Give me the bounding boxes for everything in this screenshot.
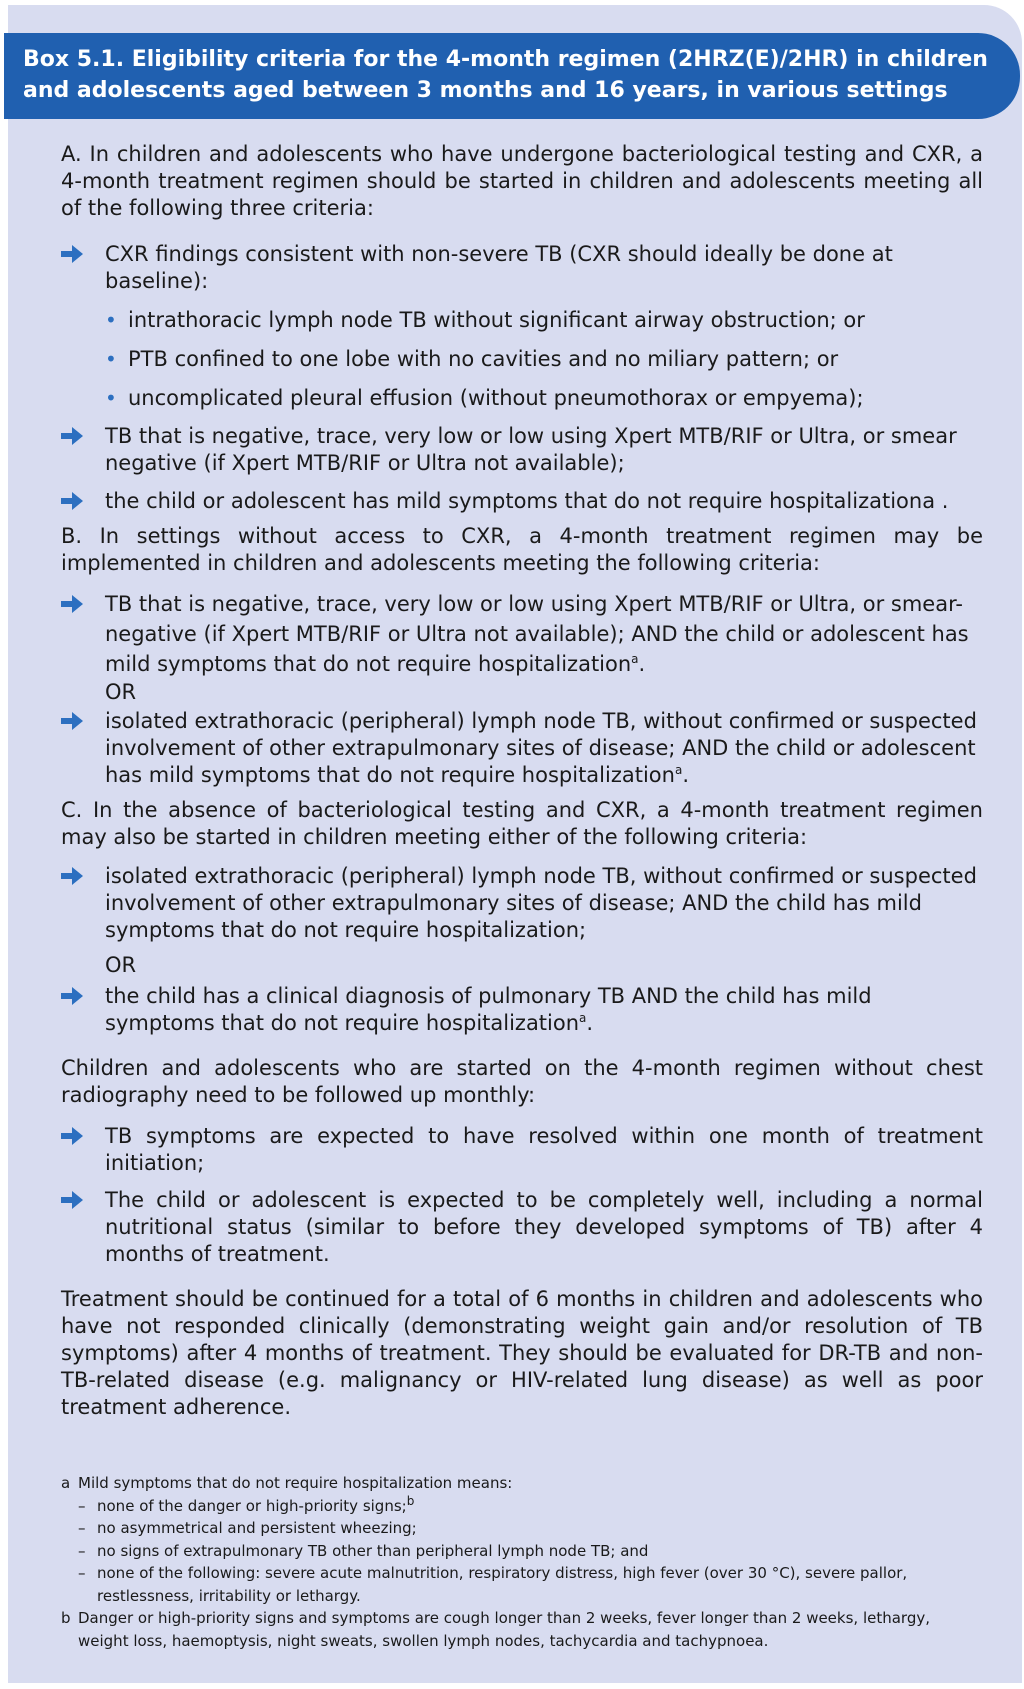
- list-item: [61, 307, 983, 334]
- period: .: [586, 1011, 594, 1035]
- list-item: [61, 1495, 983, 1518]
- box-content: [61, 141, 983, 1421]
- box-title-line-1: Box 5.1. Eligibility criteria for the 4-month regimen (2HRZ(E)/2HR) in children: [23, 47, 988, 72]
- arrow-right-icon: [61, 1127, 83, 1145]
- section-a-bullet-3: uncomplicated pleural effusion (without pneumothorax or empyema);: [128, 386, 864, 410]
- list-item: [61, 385, 983, 412]
- footnote-a-item-3: no signs of extrapulmonary TB other than peripheral lymph node TB; and: [97, 1541, 649, 1560]
- list-item: [61, 863, 983, 944]
- box-header: [4, 33, 1020, 119]
- section-a-item-1: CXR findings consistent with non-severe TB (CXR should ideally be done at baseline):: [105, 242, 893, 293]
- section-c-item-2: the child has a clinical diagnosis of pulmonary TB AND the child has mild symptoms that do not require hospitalization: [105, 984, 872, 1035]
- list-item: [61, 708, 983, 789]
- box-title-line-2: and adolescents aged between 3 months and 16 years, in various settings: [23, 78, 948, 103]
- arrow-right-icon: [61, 867, 83, 885]
- list-item: [61, 589, 983, 679]
- period: .: [682, 763, 690, 787]
- list-item: [61, 1562, 983, 1607]
- footnote-ref-a: a: [631, 652, 639, 666]
- bullet-icon: •: [105, 347, 117, 371]
- footnote-a-item-4: none of the following: severe acute malnutrition, respiratory distress, high fever (over 30 °C), severe pallor, restlessness, irritability or lethargy.: [97, 1564, 908, 1605]
- list-item: [61, 1123, 983, 1177]
- dash: –: [78, 1496, 86, 1515]
- footnote-b: [61, 1607, 983, 1652]
- footnotes: [61, 1472, 983, 1652]
- footnote-b-label: b: [61, 1609, 71, 1627]
- followup-item-2: The child or adolescent is expected to be completely well, including a normal nutritional status (similar to before they developed symptoms of TB) after 4 months of treatment.: [105, 1188, 983, 1266]
- list-item: [61, 983, 983, 1037]
- footnote-a-item-1: none of the danger or high-priority signs;: [97, 1496, 407, 1515]
- footnote-ref-a: a: [579, 1011, 587, 1025]
- list-item: [61, 346, 983, 373]
- continuation-paragraph: Treatment should be continued for a total of 6 months in children and adolescents who have not responded clinically (demonstrating weight gain and/or resolution of TB symptoms) after 4 months of treatment. They should be evaluated for DR-TB and non-TB-related disease (e.g. malignancy or HIV-related lung disease) as well as poor treatment adherence.: [61, 1287, 983, 1419]
- arrow-right-icon: [61, 712, 83, 730]
- arrow-right-icon: [61, 987, 83, 1005]
- footnote-ref-b: b: [406, 1493, 415, 1508]
- bullet-icon: •: [105, 308, 117, 332]
- section-b-item-2: isolated extrathoracic (peripheral) lymph node TB, without confirmed or suspected involvement of other extrapulmonary sites of disease; AND the child or adolescent has mild symptoms that do not require hospitalization: [105, 709, 977, 787]
- footnote-a-text: Mild symptoms that do not require hospitalization means:: [78, 1474, 513, 1492]
- dash: –: [78, 1564, 86, 1582]
- list-item: [61, 241, 983, 295]
- dash: –: [78, 1519, 86, 1537]
- or-label: OR: [105, 953, 137, 977]
- arrow-right-icon: [61, 427, 83, 445]
- section-a-intro: A. In children and adolescents who have undergone bacteriological testing and CXR, a 4-month treatment regimen should be started in children and adolescents meeting all of the following three criteria:: [61, 142, 983, 220]
- section-c-item-1: isolated extrathoracic (peripheral) lymph node TB, without confirmed or suspected involvement of other extrapulmonary sites of disease; AND the child has mild symptoms that do not require hospitalization;: [105, 864, 977, 942]
- footnote-ref-a: a: [674, 763, 683, 777]
- or-label: OR: [105, 680, 137, 704]
- footnote-a: [61, 1472, 983, 1495]
- section-a-bullet-1: intrathoracic lymph node TB without significant airway obstruction; or: [128, 308, 865, 332]
- arrow-right-icon: [61, 245, 83, 263]
- arrow-right-icon: [61, 595, 83, 613]
- list-item: [61, 488, 983, 515]
- section-c-intro: C. In the absence of bacteriological testing and CXR, a 4-month treatment regimen may also be started in children meeting either of the following criteria:: [61, 798, 983, 849]
- list-item: [61, 423, 983, 477]
- list-item: [61, 1540, 983, 1563]
- followup-intro: Children and adolescents who are started on the 4-month regimen without chest radiography need to be followed up monthly:: [61, 1056, 983, 1107]
- section-a-item-2: TB that is negative, trace, very low or low using Xpert MTB/RIF or Ultra, or smear negative (if Xpert MTB/RIF or Ultra not available);: [105, 424, 957, 475]
- bullet-icon: •: [105, 386, 117, 410]
- footnote-a-item-2: no asymmetrical and persistent wheezing;: [97, 1519, 417, 1537]
- period: .: [638, 652, 646, 676]
- arrow-right-icon: [61, 492, 83, 510]
- section-a-item-3: the child or adolescent has mild symptoms that do not require hospitalizationa .: [105, 489, 949, 513]
- arrow-right-icon: [61, 1191, 83, 1209]
- section-b-item-1: TB that is negative, trace, very low or low using Xpert MTB/RIF or Ultra, or smear-negative (if Xpert MTB/RIF or Ultra not available); AND the child or adolescent has mild symptoms that do not require hospitalization: [105, 592, 969, 676]
- list-item: [61, 1517, 983, 1540]
- list-item: [61, 1187, 983, 1268]
- footnote-a-label: a: [61, 1474, 71, 1492]
- section-a-bullet-2: PTB confined to one lobe with no cavities and no miliary pattern; or: [128, 347, 839, 371]
- section-b-intro: B. In settings without access to CXR, a 4-month treatment regimen may be implemented in children and adolescents meeting the following criteria:: [61, 524, 983, 575]
- footnote-b-text: Danger or high-priority signs and symptoms are cough longer than 2 weeks, fever longer than 2 weeks, lethargy, weight loss, haemoptysis, night sweats, swollen lymph nodes, tachycardia and tachypnoea.: [78, 1609, 930, 1650]
- dash: –: [78, 1541, 86, 1560]
- followup-item-1: TB symptoms are expected to have resolved within one month of treatment initiation;: [105, 1124, 983, 1175]
